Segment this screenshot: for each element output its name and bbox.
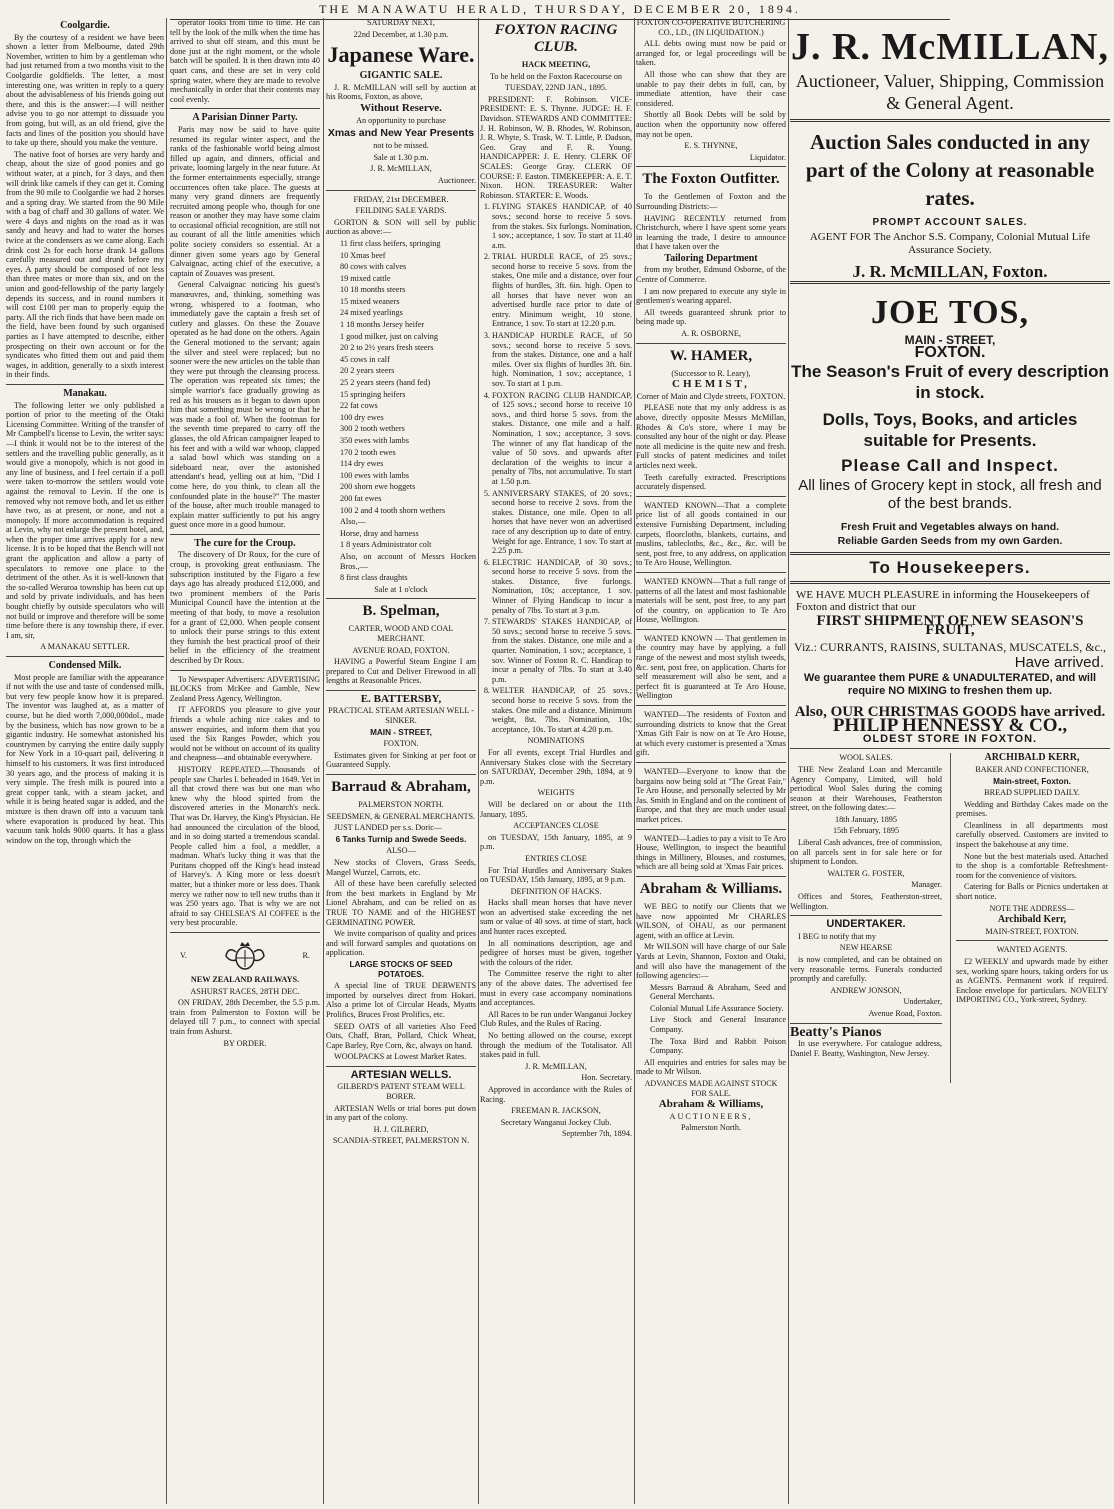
list-item: 80 cows with calves bbox=[340, 262, 407, 272]
list-item: 100 2 and 4 tooth shorn wethers bbox=[340, 505, 446, 515]
agents-heading: WANTED AGENTS. bbox=[996, 945, 1068, 955]
list-item: Also,— bbox=[340, 517, 366, 527]
column-rule bbox=[634, 18, 635, 1504]
milk-paragraph: Most people are familiar with the appearance if not with the use and taste of condensed milk, but very few people know how it is prepared. The inventor was laughed at, as a matter of course, but he died worth 7,000,000dol., made by the business, which has now grown to be a gigantic industry. He somewhat astonished his countrymen by carrying the entire daily supply for New York in a 10-quart pail, delivering it himself to his customers. It was first introduced 30 years ago, and the process of making it is very simple. The fresh milk is poured into a great copper tank, with a steam jacket, and while it is being heated sugar is added, and the mixture is then drawn off into a vacuum tank where evaporation is produced by heat. This vacuum tank holds 9000 quarts. It has a glass window on the top, through which the bbox=[6, 672, 164, 845]
list-item: 6. ELECTRIC HANDICAP, of 30 sovs.; second horse to receive 5 sovs. from the stakes. Distance, five furlongs. Nomination, 10s; acceptance, 1 sov. Winner of Flying Handicap to incur a penalty of 7lbs. To start at 3 p.m. bbox=[492, 558, 632, 616]
undertaker-role: Undertaker, bbox=[903, 997, 942, 1007]
manakau-heading: Manakau. bbox=[63, 387, 107, 399]
column-rule bbox=[478, 18, 479, 1504]
list-item: 300 2 tooth wethers bbox=[340, 424, 405, 434]
housekeepers-heading: To Housekeepers. bbox=[869, 558, 1031, 578]
croup-heading: The cure for the Croup. bbox=[194, 537, 296, 549]
please-call: Please Call and Inspect. bbox=[841, 456, 1059, 476]
barraud-paragraph: New stocks of Clovers, Grass Seeds, Mangel Wurzel, Carrots, etc. bbox=[326, 858, 476, 877]
dinner-paragraph: Paris may now be said to have quite resumed its regular winter aspect, and the ranks of the fashionable world being almost filled up again, and dinners, official and private, looming largely in the near future. At the former entertainments especially, strange occurrences often take place. The guests at many very grand dinners are frequently recruited among people who, though for one reason or another they may have some claim to occasional official recognition, are still not au courant of all the little amenities which polite society considers so essential. At a dinner given some years ago by General Calvaignac, acting chief of the executive, a captain of Zouaves was present. bbox=[170, 124, 320, 278]
column-rule bbox=[166, 18, 167, 1504]
barraud-tanks: 6 Tanks Turnip and Swede Seeds. bbox=[335, 834, 467, 844]
aw-paragraph: All enquiries and entries for sales may be made to Mr Wilson. bbox=[636, 1057, 786, 1077]
entries-heading: ENTRIES CLOSE bbox=[525, 853, 587, 863]
list-item: Colonial Mutual Life Assurance Society. bbox=[650, 1003, 784, 1013]
woolpacks-text: WOOLPACKS at Lowest Market Rates. bbox=[334, 1052, 467, 1062]
battersby-subheading: PRACTICAL STEAM ARTESIAN WELL - SINKER. bbox=[328, 706, 474, 726]
christmas-goods: Also, OUR CHRISTMAS GOODS have arrived. bbox=[794, 703, 1106, 720]
beatty-paragraph: In use everywhere. For catalogue address, Daniel F. Beatty, Washington, New Jersey. bbox=[790, 1039, 942, 1058]
list-item: 19 mixed cattle bbox=[340, 273, 391, 283]
list-item: 11 first class heifers, springing bbox=[340, 238, 441, 248]
list-item: 8 first class draughts bbox=[340, 573, 408, 583]
hacks-paragraph: The Committee reserve the right to alter any of the above dates. The advertised fee must in every case accompany nominations and acceptances. bbox=[480, 969, 632, 1008]
entries-paragraph: For Trial Hurdles and Anniversary Stakes on TUESDAY, 15th January, 1895, at 9 p.m. bbox=[480, 865, 632, 885]
list-item: 24 mixed yearlings bbox=[340, 308, 403, 318]
list-item: 1 8 years Administrator colt bbox=[340, 540, 432, 550]
first-shipment: FIRST SHIPMENT OF NEW SEASON'S FRUIT, bbox=[816, 612, 1084, 639]
season-fruit: The Season's Fruit of every description in stock. bbox=[791, 362, 1109, 403]
artesian-paragraph: ARTESIAN Wells or trial bores put down in any part of the colony. bbox=[326, 1103, 476, 1123]
outfitter-paragraph: HAVING RECENTLY returned from Christchurch, where I have spent some years in learning the trade, I desire to announce that I have taken over the bbox=[636, 213, 786, 252]
battersby-paragraph: Estimates given for Sinking at per foot or Guaranteed Supply. bbox=[326, 750, 476, 770]
barraud-paragraph: JUST LANDED per s.s. Doric— bbox=[334, 823, 443, 833]
notice-paragraph: To Newspaper Advertisers: ADVERTISING BLOCKS from McKee and Gamble, New Zealand Press Agency, Wellington. bbox=[170, 674, 320, 703]
list-item: 200 fat ewes bbox=[340, 493, 382, 503]
approved-role: Secretary Wanganui Jockey Club. bbox=[500, 1117, 612, 1127]
list-item: 2. TRIAL HURDLE RACE, of 25 sovs.; second horse to receive 5 sovs. from the stakes, One mile and a distance, over four flights of hurdles, 3ft. 6in. high. Open to all horses that have never won an advertised hurdle race prior to date of entry. Minimum weight, 10 stone. Entrance, 1 sov. To start at 12.20 p.m. bbox=[492, 252, 632, 329]
sale-day: SATURDAY NEXT, bbox=[367, 18, 435, 27]
agents-paragraph: £2 WEEKLY and upwards made by either sex, working spare hours, taking orders for us as AGENTS. Permanent work if required. Enclose envelope for particulars. NOVELTY IMPORTING CO., York-street, Sydney. bbox=[956, 957, 1108, 1005]
list-item: 5. ANNIVERSARY STAKES, of 20 sovs.; second horse to receive 2 sovs. from the stakes. Distance, one mile. Open to all horses that have never won an advertised race of any description up to date of entry. Weight for age. Entrance, 1 sov. To start at 2.25 p.m. bbox=[492, 489, 632, 556]
crest-v: V. bbox=[180, 951, 187, 961]
notice-paragraph: HISTORY REPEATED.—Thousands of people saw Charles I. beheaded in 1649. Yet in all that crowd there was but one man who knew why the blood spirted from the discovered arteries in the Monarch's neck. That was Dr. Harvey, the King's Physician. He had announced the circulation of the blood, and in so doing started a tremendous scandal. People called him a fool, a meddler, a madman. What's lucky thing it was that the Puritans chopped off the King's head instead of Harvey's. A King more or less doesn't matter, but a thinker more or less does. Thank mercy we rather now to tell new truths than it was 250 years ago. That is why we are not afraid to say CHELSEA'S AI COFFEE is the very best procurable. bbox=[170, 764, 320, 928]
approved-date: September 7th, 1894. bbox=[561, 1129, 632, 1139]
list-item: 170 2 tooth ewes bbox=[340, 447, 396, 457]
approved-name: FREEMAN R. JACKSON, bbox=[511, 1106, 601, 1116]
list-item: 4. FOXTON RACING CLUB HANDICAP, of 125 sovs.; second horse to receive 10 sovs., and third horse 5 sovs. from the stakes. Distance, one mile and a half. Nomination, 1 sov.; acceptance, 3 sovs. The winner of any flat handicap of the value of 50 sovs. and upwards after declaration of the weights to incur a penalty of 7lbs, not accumulative. To start at 1.50 p.m. bbox=[492, 391, 632, 487]
wanted-paragraph: WANTED KNOWN—That a complete price list of all goods contained in our extensive Furnishing Department, including carpets, floorcloths, blankets, curtains, and muslins, tablecloths, &c., &c., &c. will be sent, post free, to any address, on application to Te Aro House, Wellington. bbox=[636, 500, 786, 568]
xmas-presents: Xmas and New Year Presents bbox=[327, 127, 475, 140]
undertaker-paragraph: is now completed, and can be obtained on very reasonable terms. Funerals conducted promptly and carefully. bbox=[790, 955, 942, 984]
milk-heading: Condensed Milk. bbox=[48, 660, 122, 671]
column-2 bbox=[170, 18, 320, 1504]
column-1 bbox=[6, 18, 164, 1504]
hacks-paragraph: Hacks shall mean horses that have never won an advertised stake exceeding the net sum or value of 40 sovs. at time of start, hack and hunter races excepted. bbox=[480, 898, 632, 937]
barraud-town: PALMERSTON NORTH. bbox=[358, 800, 444, 810]
croup-paragraph: The discovery of Dr Roux, for the cure of croup, is provoking great enthusiasm. The subscription instituted by the Figaro a few days ago has already produced £12,000, and two prominent members of the Paris Municipal Council have the intention at the meeting of that body, to move a resolution for a grant of £2,000. When people consent to unlock their purse strings to this extent they furnish the best practical proof of their belief in the efficiency of the treatment described by Dr Roux. bbox=[170, 550, 320, 665]
coop-heading: FOXTON CO-OPERATIVE BUTCHERING CO., LD., (IN LIQUIDATION.) bbox=[636, 18, 786, 37]
kerr-paragraph: Catering for Balls or Picnics undertaken at short notice. bbox=[956, 882, 1108, 902]
aw-paragraph: WE BEG to notify our Clients that we have now appointed Mr CHARLES WILSON, of OHAU, as our permanent agent, with an office at Levin. bbox=[636, 901, 786, 940]
hamer-paragraph: PLEASE note that my only address is as above, directly opposite Messrs McMillan, Rhodes & Co's store, where I may be consulted any hour of the night or day. Please note all medicine is the quite new and fresh. Full stocks of patent medicines and toilet articles next week. bbox=[636, 403, 786, 470]
mcmillan-role: Auctioneer, Valuer, Shipping, Commission & General Agent. bbox=[795, 71, 1105, 113]
guarantee-text: We guarantee them PURE & UNADULTERATED, and will require NO MIXING to freshen them up. bbox=[803, 671, 1097, 697]
barraud-paragraph: A special line of TRUE DERWENTS imported by ourselves direct from Hokari. Also a prime lot of Circular Heads, Myatts Prolifics, Bruces Frost Prolifics, etc. bbox=[326, 981, 476, 1019]
hamer-subheading: (Successor to R. Leary), bbox=[671, 368, 751, 378]
list-item: 20 2 to 2½ years fresh steers bbox=[340, 343, 434, 353]
kerr-heading: ARCHIBALD KERR, bbox=[984, 752, 1080, 764]
stock-list bbox=[326, 239, 476, 583]
hacks-paragraph: No betting allowed on the course, except through the medium of the Totalisator. All stakes paid in full. bbox=[480, 1031, 632, 1060]
mcmillan-heading: J. R. McMILLAN, bbox=[791, 26, 1109, 68]
list-item: 350 ewes with lambs bbox=[340, 436, 409, 445]
coop-paragraph: Shortly all Book Debts will be sold by auction when the opportunity now offered may not be open. bbox=[636, 110, 786, 139]
wanted-paragraph: WANTED KNOWN—That a full range of patterns of all the latest and most fashionable materials will be sent, post free, to any part of the country, on application to Te Aro House, Wellington. bbox=[636, 576, 786, 625]
nominations-heading: NOMINATIONS bbox=[527, 736, 585, 746]
aw-town: Palmerston North. bbox=[680, 1123, 742, 1133]
gigantic-sale: GIGANTIC SALE. bbox=[359, 70, 443, 82]
masthead: THE MANAWATU HERALD, THURSDAY, DECEMBER 20, 1894. bbox=[170, 2, 950, 20]
japanese-heading: Japanese Ware. bbox=[327, 42, 475, 68]
coolgardie-paragraph: By the courtesy of a resident we have been shown a letter from Melbourne, dated 29th November, written to him by a gentleman who had just returned from a two months visit to the Coolgardie goldfields. The letter, a most interesting one, was written in reply to a query about the advisableness of his friends going out there, and this is the answer:—I will neither advise you to go nor attempt to dissuade you from going, but will, as an old friend, give the facts and lines of the position you should have to take up there, should you make the venture. bbox=[6, 32, 164, 148]
artesian-address: SCANDIA-STREET, PALMERSTON N. bbox=[332, 1136, 470, 1146]
kerr-bread: BREAD SUPPLIED DAILY. bbox=[984, 788, 1080, 798]
prompt-sales: PROMPT ACCOUNT SALES. bbox=[872, 217, 1028, 228]
kerr-block bbox=[956, 753, 1108, 1007]
beatty-heading: Beatty's Pianos bbox=[790, 1024, 882, 1040]
auction-text: Auction Sales conducted in any part of the Colony at reasonable rates. bbox=[805, 130, 1095, 210]
list-item: 10 18 months steers bbox=[340, 285, 406, 295]
fruit-list: Viz.: CURRANTS, RAISINS, SULTANAS, MUSCATELS, &c., bbox=[794, 639, 1106, 654]
coolgardie-heading: Coolgardie. bbox=[60, 20, 110, 31]
wool-address: Offices and Stores, Featherston-street, Wellington. bbox=[790, 892, 942, 911]
approved-paragraph: Approved in accordance with the Rules of Racing. bbox=[480, 1084, 632, 1104]
wool-date: 15th February, 1895 bbox=[832, 826, 900, 836]
barraud-subheading: SEEDSMEN, & GENERAL MERCHANTS. bbox=[326, 811, 476, 821]
list-item: 3. HANDICAP HURDLE RACE, of 50 sovs.; second horse to receive 5 sovs. from the stakes. Distance, one and a half miles. Over six flights of hurdles 3ft. 6in. high. Nomination, 1 sov.; acceptance, 1 sov. To start at 1 p.m. bbox=[492, 331, 632, 389]
gorton-sale-time: Sale at 1 o'clock bbox=[374, 584, 428, 594]
list-item: 22 fat cows bbox=[340, 401, 378, 411]
railways-paragraph: ON FRIDAY, 28th December, the 5.5 p.m. train from Palmerston to Foxton will be delayed till 7 p.m., to connect with special train from Ashurst. bbox=[170, 998, 320, 1036]
aw-advances: ADVANCES MADE AGAINST STOCK FOR SALE. bbox=[644, 1079, 778, 1098]
hamer-address: Corner of Main and Clyde streets, FOXTON. bbox=[636, 391, 786, 401]
races-list bbox=[480, 202, 632, 734]
mcmillan-paragraph: J. R. McMILLAN will sell by auction at his Rooms, Foxton, as above, bbox=[326, 82, 476, 102]
aw-role: AUCTIONEERS, bbox=[669, 1111, 753, 1121]
acceptances-heading: ACCEPTANCES CLOSE bbox=[513, 821, 599, 831]
hacks-heading: DEFINITION OF HACKS. bbox=[510, 886, 602, 896]
kerr-paragraph: Cleanliness in all departments most carefully observed. Customers are invited to inspect the bakehouse at any time. bbox=[956, 820, 1108, 850]
undertaker-heading: UNDERTAKER. bbox=[826, 918, 906, 931]
list-item: 15 springing heifers bbox=[340, 389, 406, 399]
aw-agencies bbox=[636, 983, 786, 1056]
list-item: 114 dry ewes bbox=[340, 459, 384, 469]
list-item: 100 dry ewes bbox=[340, 412, 384, 422]
wool-paragraph: THE New Zealand Loan and Mercantile Agency Company, Limited, will hold periodical Wool Sales during the coming season at their Warehouses, Featherston street, on the following dates:— bbox=[790, 764, 942, 813]
wool-heading: WOOL SALES. bbox=[839, 753, 893, 763]
dolls-toys: Dolls, Toys, Books, and articles suitable for Presents. bbox=[822, 410, 1078, 451]
abraham-williams-heading: Abraham & Williams. bbox=[639, 880, 783, 897]
wanted-paragraph: WANTED—Everyone to know that the bargains now being sold at "The Great Fair," Te Aro House, and personally selected by Mr Jas. Smith in England and on the continent of Europe, and that they are much under usual market prices. bbox=[636, 767, 786, 824]
column-4 bbox=[480, 18, 632, 1504]
friday-date: FRIDAY, 21st DECEMBER. bbox=[353, 194, 449, 204]
kerr-paragraph: Wedding and Birthday Cakes made on the premises. bbox=[956, 799, 1108, 819]
feilding-yards: FEILDING SALE YARDS. bbox=[355, 206, 447, 216]
grocery-text: All lines of Grocery kept in stock, all fresh and of the best brands. bbox=[798, 476, 1102, 512]
coop-signature: E. S. THYNNE, bbox=[684, 141, 738, 151]
list-item: 25 2 years steers (hand fed) bbox=[340, 378, 431, 388]
housekeepers-paragraph: WE HAVE MUCH PLEASURE in informing the Housekeepers of Foxton and district that our bbox=[796, 588, 1090, 613]
undertaker-name: ANDREW JONSON, bbox=[830, 985, 902, 995]
dinner-paragraph: General Calvaignac noticing his guest's manœuvres, and, thinking, something was wrong, whispered to a footman, who immediately gave the captain a fresh set of cutlery and glasses. On these the Zouave operated as he had done on the others. Again the General motioned to the servant; again the silver and steel were replaced; but no sooner were the new articles on the table than they were put through the cleansing process. The operation was repeated six times; the simple warrior's face gradually growing as red as his trousers as it began to dawn upon him that something must be wrong or that he was made a fool of. When the footman for the seventh time prepared to carry off the glasses, the old African campaigner leaped to his feet and with a wild war whoop, clapped a salad bowl which was standing on a sideboard near, over the astonished attendant's head, yelling out at him, "Did I come here, do you think, to clean all the confounded plate in the house?" The master of the house, after much trouble managed to explain matter sufficiently to put his angry guest once more in a good humour. bbox=[170, 280, 320, 530]
list-item: Also, on account of Messrs Hocken Bros.,— bbox=[340, 551, 476, 571]
fresh-fruit: Fresh Fruit and Vegetables always on hand. bbox=[840, 520, 1060, 533]
hack-date: TUESDAY, 22ND JAN., 1895. bbox=[504, 83, 608, 93]
wanted-paragraph: WANTED—Ladies to pay a visit to Te Aro House, Wellington, to inspect the beautiful things in Millinery, Blouses, and costumes, which are all being sold at 'Xmas Fair prices. bbox=[636, 833, 786, 872]
auctioneer-role: Auctioneer. bbox=[438, 175, 476, 185]
artesian-subheading: GILBERD'S PATENT STEAM WELL BORER. bbox=[337, 1082, 465, 1102]
weights-paragraph: Will be declared on or about the 11th January, 1895. bbox=[480, 799, 632, 819]
sale-date: 22nd December, at 1.30 p.m. bbox=[353, 29, 449, 39]
hennessy-heading: PHILIP HENNESSY & CO., bbox=[832, 715, 1068, 737]
outfitter-paragraph: All tweeds guaranteed shrunk prior to being made up. bbox=[636, 307, 786, 327]
tailoring-department: Tailoring Department bbox=[664, 252, 758, 264]
manakau-paragraph: The following letter we only published a portion of prior to the meeting of the Otaki Licensing Committee. Writing of the transfer of Mr Campbell's license to Levin, the writer says:—I think it would not be to the interest of the settlers and the travelling public generally, as it would give a monopoly, which is not good in any line of business, and I feel certain if a poll were taken to-morrow the settlers would vote against the removal to Levin. If the one is removed why not remove both, and let us either have two, as at present, or none, and not a monopoly. If more accommodation is required at Levin, why not enlarge the present hotel, and, when the proper time arrives apply for a new license. It is to be hoped that the Bench will not grant the application and allow a party of speculators to remove one place to the detriment of the other. As it is well-known that the so-called Weraroa township has been cut up and sold by private individuals, and has been bought chiefly by outside speculators who will not build or improve and therefore will be some time before there is any township there, if ever. I am, sir, bbox=[6, 400, 164, 640]
spelman-paragraph: HAVING a Powerful Steam Engine I am prepared to Cut and Deliver Firewood in all lengths at Reasonable Prices. bbox=[326, 657, 476, 686]
auctioneer-name: J. R. McMILLAN, bbox=[370, 164, 432, 174]
list-item: The Toxa Bird and Rabbit Poison Company. bbox=[650, 1036, 786, 1056]
joe-tos-heading: JOE TOS, bbox=[871, 294, 1029, 332]
list-item: 7. STEWARDS' STAKES HANDICAP, of 50 sovs.; second horse to receive 5 sovs. from the stakes. Distance, one mile and a quarter. Nomination, 1 sov.; acceptance, 1 sov. Winner of Foxton R. C. Handicap to incur a penalty of 7lbs. To start at 3.40 p.m. bbox=[492, 617, 632, 684]
spelman-heading: B. Spelman, bbox=[362, 603, 440, 620]
battersby-heading: E. BATTERSBY, bbox=[360, 692, 442, 705]
barraud-heading: Barraud & Abraham, bbox=[331, 779, 471, 796]
list-item: 15 mixed weaners bbox=[340, 296, 400, 306]
battersby-town: FOXTON. bbox=[383, 739, 419, 749]
hamer-paragraph: Teeth carefully extracted. Prescriptions accurately dispensed. bbox=[636, 472, 786, 492]
barraud-paragraph: All of these have been carefully selected from the best markets in England by Mr Lionel Abraham, and can be relied on as TRUE TO NAME and of the HIGHEST GERMINATING POWER. bbox=[326, 879, 476, 927]
column-rule bbox=[323, 18, 324, 1504]
wool-role: Manager. bbox=[911, 880, 942, 890]
list-item: 200 shorn ewe hoggets bbox=[340, 482, 416, 492]
list-item: 1 good milker, just on calving bbox=[340, 331, 438, 341]
column-6 bbox=[790, 18, 1110, 1504]
undertaker-address: Avenue Road, Foxton. bbox=[868, 1008, 942, 1018]
sale-time: Sale at 1.30 p.m. bbox=[373, 152, 429, 162]
kerr-note: NOTE THE ADDRESS— bbox=[989, 903, 1075, 913]
kerr-name: Archibald Kerr, bbox=[997, 914, 1067, 926]
column-rule bbox=[788, 18, 789, 1504]
battersby-street: MAIN - STREET, bbox=[370, 727, 432, 737]
nominations-paragraph: For all events, except Trial Hurdles and Anniversary Stakes close with the Secretary on SATURDAY, December 29th, 1894, at 9 p.m. bbox=[480, 747, 632, 786]
railways-subheading: ASHURST RACES, 28TH DEC. bbox=[190, 986, 300, 996]
aw-name: Abraham & Williams, bbox=[658, 1098, 764, 1111]
column-5 bbox=[636, 18, 786, 1504]
coop-paragraph: All those who can show that they are unable to pay their debts in full, can, by immediate attention, have their case considered. bbox=[636, 69, 786, 108]
wool-name: WALTER G. FOSTER, bbox=[827, 868, 905, 878]
kerr-address: MAIN-STREET, FOXTON. bbox=[985, 926, 1079, 936]
artesian-heading: ARTESIAN WELLS. bbox=[350, 1068, 452, 1081]
list-item: 100 ewes with lambs bbox=[340, 470, 409, 480]
aw-paragraph: Mr WILSON will have charge of our Sale Yards at Levin, Shannon, Foxton and Otaki, and will also have the management of the following agencies:— bbox=[636, 942, 786, 981]
oldest-store: OLDEST STORE IN FOXTON. bbox=[862, 732, 1038, 745]
dinner-heading: A Parisian Dinner Party. bbox=[192, 112, 298, 124]
list-item: 45 cows in calf bbox=[340, 354, 390, 364]
racing-club-heading: FOXTON RACING CLUB. bbox=[494, 22, 618, 55]
list-item: 20 2 years steers bbox=[340, 366, 395, 376]
acceptances-paragraph: on TUESDAY, 15th January, 1895, at 9 p.m. bbox=[480, 832, 632, 852]
coolgardie-paragraph: The native foot of horses are very hardy and cheap, about the size of good ponies and go without water, at a pinch, for 3 days, and then will drink like camels if they can get it. Coming from the 90 mile to Coolgardie we had 2 horses and a spring dray. We started from the 90 Mile with a bag of chaff and 30 gallons of water. We were 4 days and nights on the road as it was sandy and heavy and had to water the horses twice at the condensers as we came along. Each drink cost 2s for each horse drank 14 gallons carefully measured out and drunk before my eyes. A party should be composed of not less than three mates or more than six, and on the union and good-fellowship of the party largely depends its success, and in round numbers it will cost £100 per man to properly equip the party. All the rich finds that have been made on the field, have been found by such organised parties as I have attempted to describe, either prospecting on their own account or for the syndicates who fitted them out and paid them wages, in addition, generally to a sixth interest in their finds. bbox=[6, 149, 164, 380]
hacks-paragraph: In all nominations description, age and pedigree of horses must be given, together with the colours of the rider. bbox=[480, 938, 632, 967]
barraud-paragraph: SEED OATS of all varieties Also Feed Oats, Chaff, Bran, Pollard, Chick Wheat, Cape Barley, Rye Corn, &c, always on hand. bbox=[326, 1021, 476, 1050]
outfitter-paragraph: from my brother, Edmund Osborne, of the Centre of Commerce. bbox=[636, 265, 786, 285]
coop-paragraph: ALL debts owing must now be paid or arranged for, or legal proceedings will be taken. bbox=[636, 39, 786, 68]
spelman-subheading: CARTER, WOOD AND COAL MERCHANT. bbox=[348, 624, 454, 643]
kerr-paragraph: None but the best materials used. Attached to the shop is a comfortable Refreshment-room for the convenience of visitors. bbox=[956, 851, 1108, 880]
have-arrived: Have arrived. bbox=[1014, 653, 1104, 671]
agent-for: AGENT FOR The Anchor S.S. Company, Colonial Mutual Life Assurance Society. bbox=[809, 230, 1091, 256]
opportunity-text: An opportunity to purchase bbox=[356, 115, 446, 125]
officials-list: PRESIDENT: F. Robinson. VICE-PRESIDENT: E. S. Thynne. JUDGE: H. F. Davidson. STEWARDS AND COMMITTEE: J. H. Robinson, W. B. Rhodes, W. Robinson, J. R. Whyte, S. Trask, W. T. Little, P. Dadson, Geo. Gray and F. R. Young. HANDICAPPER: J. E. Henry. CLERK OF SCALES: George Gray. CLERK OF COURSE: F. Easton. TIMEKEEPER: A. E. T. Nixon. HON. TREASURER: Walter Robinson. STARTER: E. Woods. bbox=[480, 94, 632, 200]
seed-potatoes: LARGE STOCKS OF SEED POTATOES. bbox=[349, 959, 453, 979]
barraud-paragraph: We invite comparison of quality and prices and will forward samples and quotations on application. bbox=[326, 929, 476, 958]
spelman-address: AVENUE ROAD, FOXTON. bbox=[352, 645, 450, 655]
undertaker-paragraph: I BEG to notify that my bbox=[798, 931, 877, 941]
secretary-role: Hon. Secretary. bbox=[581, 1073, 632, 1083]
wool-paragraph: Liberal Cash advances, free of commission, on all parcels sent in for sale here or for shipment to London. bbox=[790, 838, 942, 867]
barraud-also: ALSO— bbox=[386, 846, 416, 856]
kerr-street: Main-street, Foxton. bbox=[993, 776, 1071, 786]
artesian-name: H. J. GILBERD, bbox=[373, 1124, 429, 1134]
hacks-paragraph: All Races to be run under Wanganui Jockey Club Rules, and the Rules of Racing. bbox=[480, 1009, 632, 1029]
list-item: Live Stock and General Insurance Company. bbox=[650, 1015, 786, 1035]
list-item: Messrs Barraud & Abraham, Seed and General Merchants. bbox=[650, 982, 786, 1002]
bottom-split bbox=[790, 753, 1110, 1083]
railways-heading: NEW ZEALAND RAILWAYS. bbox=[190, 975, 300, 985]
weights-heading: WEIGHTS bbox=[537, 788, 575, 798]
notice-paragraph: IT AFFORDS you pleasure to give your friends a whole aching nice cakes and to answer enquiries, and inform them that you used the Six Ranges Powder, which you would not be without on account of its quality and cheapness—and obtainable everywhere. bbox=[170, 705, 320, 763]
list-item: 10 Xmas beef bbox=[340, 250, 386, 260]
manakau-signature: A MANAKAU SETTLER. bbox=[40, 642, 130, 652]
coop-role: Liquidator. bbox=[749, 152, 786, 162]
list-item: 1. FLYING STAKES HANDICAP, of 40 sovs.; second horse to receive 5 sovs. from the stakes. Six furlongs. Nomination, 1 sov.; acceptance, 1 sov. To start at 11.40 a.m. bbox=[492, 202, 632, 250]
garden-seeds: Reliable Garden Seeds from my own Garden. bbox=[837, 534, 1063, 547]
royal-crest-icon bbox=[222, 940, 268, 972]
list-item: 8. WELTER HANDICAP, of 25 sovs.; second horse to receive 5 sovs. from the stakes. One mile and a distance. Minimum weight, 8st. 7lbs. Nomination, 10s; acceptance, 10s. To start at 4.20 p.m. bbox=[492, 686, 632, 734]
joe-street: MAIN - STREET, bbox=[904, 333, 996, 348]
milk-continued: operator looks from time to time. He can tell by the look of the milk when the time has arrived to shut off steam, and this must be done just at the right moment, or the whole batch will be spoiled. It is then drawn into 40 quart cans, and these are set in very cold spring water, where they are made to revolve mechanically in order that their contents may cool evenly. bbox=[170, 18, 320, 104]
wool-date: 18th January, 1895 bbox=[834, 814, 897, 824]
wanted-paragraph: WANTED KNOWN — That gentlemen in the country may have by applying, a full range of the newest and most stylish tweeds, &c. sent, post free, on application. Charts for self measurement will also be sent, and a perfect fit is guaranteed at Te Aro House, Wellington bbox=[636, 633, 786, 701]
hearse-label: NEW HEARSE bbox=[839, 943, 893, 953]
list-item: 1 18 months Jersey heifer bbox=[340, 320, 425, 330]
railways-signature: BY ORDER. bbox=[223, 1038, 267, 1048]
hack-meeting-heading: HACK MEETING, bbox=[521, 60, 591, 69]
secretary-name: J. R. McMILLAN, bbox=[525, 1061, 587, 1071]
wool-sales-block bbox=[790, 753, 942, 1060]
crest-r: R. bbox=[302, 951, 310, 961]
outfitter-heading: The Foxton Outfitter. bbox=[642, 171, 780, 188]
outfitter-paragraph: To the Gentlemen of Foxton and the Surrounding Districts:— bbox=[636, 192, 786, 211]
outfitter-signature: A. R. OSBORNE, bbox=[681, 329, 741, 339]
outfitter-paragraph: I am now prepared to execute any style in gentlemen's wearing apparel. bbox=[636, 286, 786, 306]
mcmillan-foxton: J. R. McMILLAN, Foxton. bbox=[852, 261, 1048, 281]
column-3 bbox=[326, 18, 476, 1504]
not-missed: not to be missed. bbox=[373, 141, 429, 151]
joe-town: FOXTON. bbox=[914, 343, 986, 361]
wanted-paragraph: WANTED—The residents of Foxton and surrounding districts to know that the Great 'Xmas Gift Fair is now on at Te Aro House, at which every customer is presented a 'Xmas gift. bbox=[636, 710, 786, 758]
without-reserve: Without Reserve. bbox=[360, 101, 442, 114]
kerr-subheading: BAKER AND CONFECTIONER, bbox=[975, 764, 1089, 774]
chemist-label: CHEMIST, bbox=[672, 378, 750, 391]
hack-subheading: To be held on the Foxton Racecourse on bbox=[490, 71, 622, 81]
list-item: Horse, dray and harness bbox=[340, 528, 419, 538]
hamer-heading: W. HAMER, bbox=[669, 347, 753, 364]
gorton-paragraph: GORTON & SON will sell by public auction as above:— bbox=[326, 217, 476, 237]
